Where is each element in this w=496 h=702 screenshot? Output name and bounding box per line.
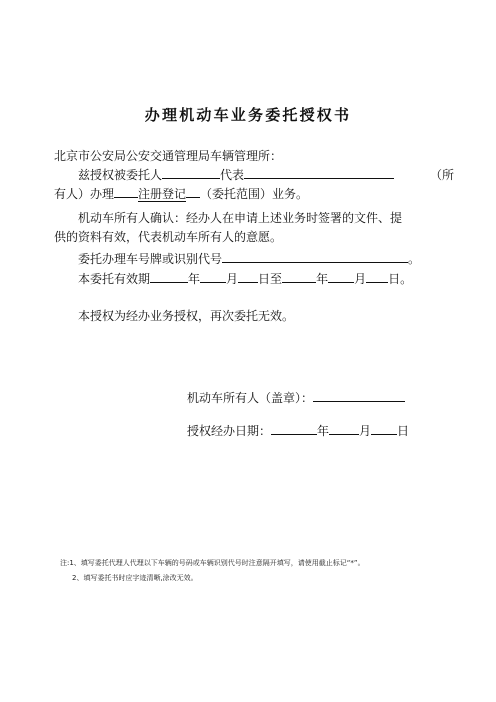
date-day-blank[interactable] <box>371 422 397 435</box>
validity-label: 本委托有效期 <box>78 272 151 286</box>
end-year-text: 年 <box>316 272 329 286</box>
confirmation-line-2: 供的资料有效，代表机动车所有人的意愿。 <box>54 230 283 244</box>
plate-label: 委托办理车号牌或识别代号 <box>78 252 223 266</box>
confirmation-line-1: 机动车所有人确认：经办人在申请上述业务时签署的文件、提 <box>78 211 403 225</box>
date-year-text: 年 <box>317 424 330 438</box>
owner-seal-line <box>187 389 496 408</box>
start-day-text: 日至 <box>258 272 283 286</box>
owner-bracket-text: （所 <box>429 168 454 182</box>
business-blank-lead <box>114 185 138 198</box>
end-year-blank[interactable] <box>282 270 316 283</box>
date-day-text: 日 <box>397 424 410 438</box>
represent-text: 代表 <box>220 168 245 182</box>
plate-number-blank[interactable] <box>222 250 408 263</box>
end-day-text: 日。 <box>388 272 413 286</box>
footnote-1: 注:1、填写委托代理人代理以下车辆的号码或车辆识别代号时注意隔开填写，请使用截止标记“*”。 <box>60 559 365 567</box>
owner-name-blank[interactable] <box>244 166 394 179</box>
authorize-text: 兹授权被委托人 <box>78 168 163 182</box>
authorization-line-1 <box>78 166 454 185</box>
start-month-text: 月 <box>226 272 239 286</box>
plate-line <box>78 250 478 269</box>
start-month-blank[interactable] <box>200 270 226 283</box>
handle-text: 有人）办理 <box>54 187 115 201</box>
end-month-text: 月 <box>354 272 367 286</box>
document-title: 办理机动车业务委托授权书 <box>144 106 352 124</box>
start-day-blank[interactable] <box>238 270 258 283</box>
scope-text: （委托范围）业务。 <box>200 187 309 201</box>
end-month-blank[interactable] <box>328 270 354 283</box>
date-month-text: 月 <box>359 424 372 438</box>
start-year-text: 年 <box>188 272 201 286</box>
date-year-blank[interactable] <box>271 422 317 435</box>
date-line <box>187 422 496 441</box>
business-blank-tail <box>186 185 200 198</box>
date-label: 授权经办日期： <box>187 424 272 438</box>
agent-name-blank[interactable] <box>162 166 220 179</box>
validity-line <box>78 270 478 289</box>
start-year-blank[interactable] <box>150 270 188 283</box>
end-day-blank[interactable] <box>366 270 388 283</box>
plate-end: 。 <box>408 252 421 266</box>
authorization-line-2 <box>54 185 454 204</box>
footnote-2: 2、填写委托书时应字迹清晰,涂改无效。 <box>72 574 198 582</box>
statement: 本授权为经办业务授权，再次委托无效。 <box>78 309 295 323</box>
owner-seal-label: 机动车所有人（盖章）： <box>187 391 314 405</box>
owner-seal-blank[interactable] <box>313 389 405 402</box>
addressee: 北京市公安局公安交通管理局车辆管理所： <box>54 149 283 163</box>
business-filled-value[interactable]: 注册登记 <box>138 187 187 201</box>
date-month-blank[interactable] <box>329 422 359 435</box>
